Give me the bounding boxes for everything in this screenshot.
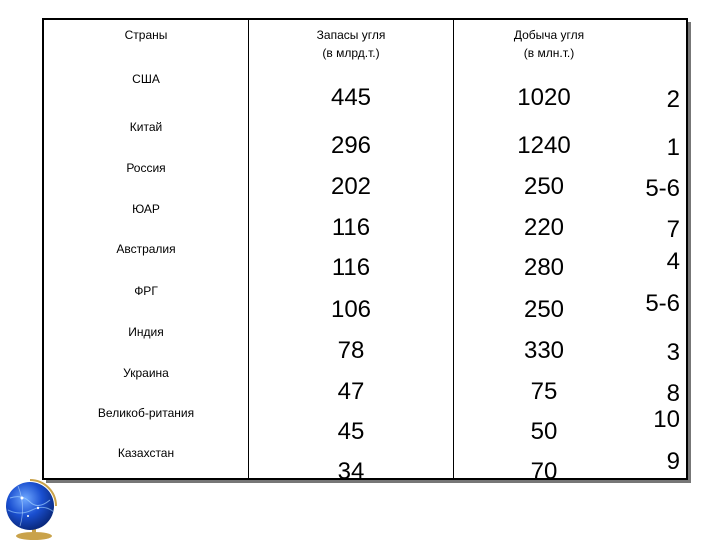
country-cell: Казахстан xyxy=(117,446,175,460)
reserves-cell: 47 xyxy=(337,378,365,405)
table-row xyxy=(44,120,686,160)
output-cell: 70 xyxy=(530,458,558,485)
rank-cell: 1 xyxy=(666,134,680,161)
output-cell: 250 xyxy=(523,173,565,200)
reserves-cell: 45 xyxy=(337,418,365,445)
table-shadow-right xyxy=(688,22,691,483)
country-cell: ФРГ xyxy=(134,284,158,298)
header-output-line1: Добыча угля xyxy=(513,28,585,42)
header-countries-label: Страны xyxy=(124,28,168,42)
rank-cell: 2 xyxy=(666,86,680,113)
reserves-cell: 78 xyxy=(337,337,365,364)
rank-cell: 3 xyxy=(666,339,680,366)
globe-icon xyxy=(0,478,62,540)
rank-cell: 8 xyxy=(666,380,680,407)
table-row xyxy=(44,72,686,112)
table-row xyxy=(44,406,686,446)
rank-cell: 5-6 xyxy=(645,290,680,317)
output-cell: 1240 xyxy=(517,132,571,159)
country-cell: Индия xyxy=(128,325,164,339)
reserves-cell: 445 xyxy=(330,84,372,111)
output-cell: 75 xyxy=(530,378,558,405)
country-cell: Австралия xyxy=(116,242,176,256)
country-cell: ЮАР xyxy=(132,202,160,216)
header-reserves-line1: Запасы угля xyxy=(316,28,386,42)
output-cell: 330 xyxy=(523,337,565,364)
country-cell: Россия xyxy=(126,161,166,175)
rank-cell: 5-6 xyxy=(645,175,680,202)
output-cell: 50 xyxy=(530,418,558,445)
country-cell: Китай xyxy=(129,120,163,134)
reserves-cell: 106 xyxy=(330,296,372,323)
table-row xyxy=(44,284,686,324)
rank-cell: 9 xyxy=(666,448,680,475)
country-cell: Украина xyxy=(123,366,169,380)
table-body xyxy=(44,20,686,485)
table-row xyxy=(44,446,686,486)
country-cell: Великоб-ритания xyxy=(97,406,195,420)
coal-table xyxy=(42,18,688,485)
reserves-cell: 202 xyxy=(330,173,372,200)
table-row xyxy=(44,242,686,282)
table-row xyxy=(44,202,686,242)
header-output-line2: (в млн.т.) xyxy=(523,46,575,60)
table-row xyxy=(44,161,686,201)
table-row xyxy=(44,366,686,406)
reserves-cell: 296 xyxy=(330,132,372,159)
rank-cell: 7 xyxy=(666,216,680,243)
output-cell: 1020 xyxy=(517,84,571,111)
table-row xyxy=(44,325,686,365)
reserves-cell: 116 xyxy=(331,214,371,241)
output-cell: 250 xyxy=(523,296,565,323)
rank-cell: 4 xyxy=(666,248,680,275)
output-cell: 220 xyxy=(523,214,565,241)
output-cell: 280 xyxy=(523,254,565,281)
rank-cell: 10 xyxy=(653,406,680,433)
reserves-cell: 34 xyxy=(337,458,365,485)
reserves-cell: 116 xyxy=(331,254,371,281)
header-reserves-line2: (в млрд.т.) xyxy=(322,46,380,60)
country-cell: США xyxy=(132,72,160,86)
